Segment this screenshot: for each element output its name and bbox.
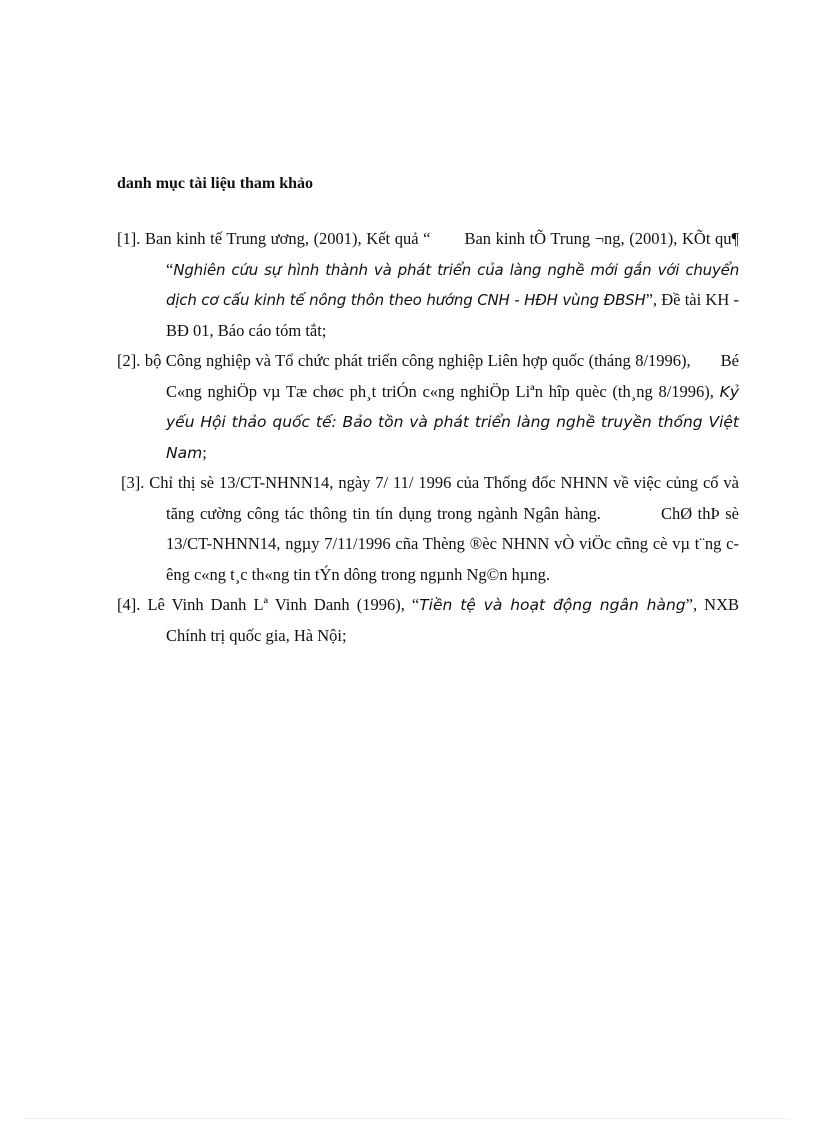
reference-number: [1]. [117,229,141,248]
reference-number: [3]. [121,473,145,492]
reference-item-2 [117,346,739,468]
reference-text-legacy-encoding: Ban kinh tÕ Trung ¬ng, (2001), KÕt qu¶ “ [166,229,739,279]
reference-tail: ”, Đề tài KH - BĐ 01, Báo cáo tóm tắt; [166,290,739,340]
reference-text: bộ Công nghiệp và Tổ chức phát triển công nghiệp Liên hợp quốc (tháng 8/1996), [144,351,691,370]
reference-tail: ”, NXB Chính trị quốc gia, Hà Nội; [166,595,739,645]
reference-text-legacy-encoding: Bé C«ng nghiÖp vµ Tæ chøc ph¸t triÓn c«ng nghiÖp Liªn hîp quèc (th¸ng 8/1996), [166,351,740,401]
reference-number: [2]. [117,351,141,370]
reference-tail: ; [202,442,207,462]
reference-item-4 [117,590,739,651]
reference-text: Chỉ thị sè 13/CT-NHNN14, ngày 7/ 11/ 1996 của Thống đốc NHNN về việc củng cố và tăng cường công tác thông tin tín dụng trong ngành Ngân hàng. [149,473,739,523]
reference-item-1 [117,224,739,346]
reference-text: Ban kinh tế Trung ương, (2001), Kết quả “ [144,229,431,248]
reference-title: Kỷ yếu Hội thảo quốc tế: Bảo tồn và phát triển làng nghề truyền thống Việt Nam [166,382,739,462]
reference-title: Nghiên cứu sự hình thành và phát triển của làng nghề mới gắn với chuyển dịch cơ cấu kinh tế nông thôn theo hướng CNH - HĐH vùng ĐBSH [166,260,739,309]
page-bottom-divider [24,1118,790,1119]
reference-list [117,224,739,651]
reference-title: Tiền tệ và hoạt động ngân hàng [419,596,686,614]
reference-number: [4]. [117,595,141,614]
reference-item-3 [117,468,739,590]
references-heading: danh mục tài liệu tham khảo [117,175,314,192]
reference-text-legacy-encoding: ChØ thÞ sè 13/CT-NHNN14, ngµy 7/11/1996 cña Thèng ®èc NHNN vÒ viÖc cñng cè vµ t¨ng cêng c«ng t¸c th«ng tin tÝn dông trong ngµnh Ng©n hµng. [166,503,739,584]
reference-text: Lê Vinh Danh Lª Vinh Danh (1996), “ [147,595,420,614]
